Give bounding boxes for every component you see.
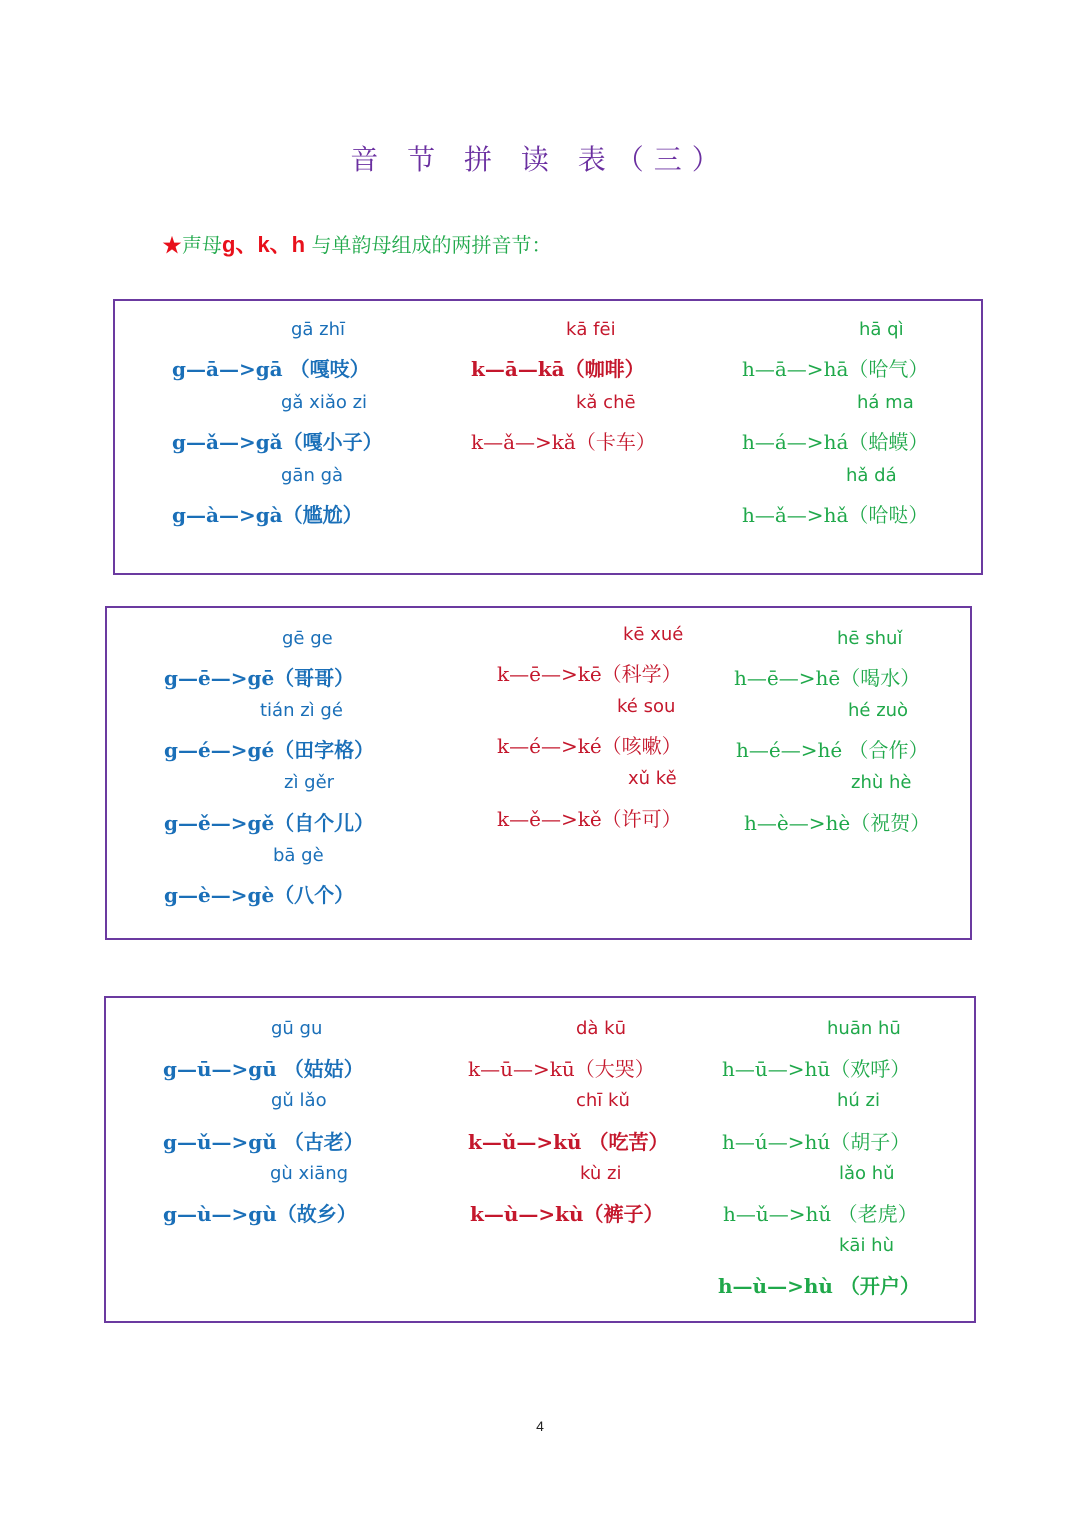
syllable-line: g—ē—>gē（哥哥）: [164, 666, 355, 690]
syllable-line: g—è—>gè（八个）: [164, 883, 355, 907]
syllable-line: h—ú—>hú（胡子）: [722, 1130, 911, 1154]
syllable-line: h—ǎ—>hǎ（哈哒）: [742, 503, 929, 527]
syllable-line: k—ū—>kū（大哭）: [468, 1057, 655, 1081]
pinyin-hint: hā qì: [859, 319, 904, 340]
syllable-line: g—ě—>gě（自个儿）: [164, 811, 375, 835]
syllable-line: h—ù—>hù （开户）: [718, 1274, 920, 1298]
syllable-line: g—ǔ—>gǔ （古老）: [163, 1130, 364, 1154]
pinyin-hint: ké sou: [617, 696, 676, 717]
syllable-box-u: [104, 996, 976, 1323]
pinyin-hint: gǎ xiǎo zi: [281, 392, 368, 413]
syllable-line: g—ā—>gā （嘎吱）: [172, 357, 370, 381]
pinyin-hint: gē ge: [282, 628, 333, 649]
heading-prefix: 声母: [182, 233, 222, 257]
pinyin-hint: gū gu: [271, 1018, 323, 1039]
pinyin-hint: hé zuò: [848, 700, 909, 721]
pinyin-hint: kù zi: [580, 1163, 622, 1184]
page-title: 音 节 拼 读 表（三）: [350, 143, 730, 176]
syllable-line: h—ā—>hā（哈气）: [742, 357, 929, 381]
syllable-box-a: [113, 299, 983, 575]
star-icon: ★: [162, 233, 182, 257]
pinyin-hint: xǔ kě: [628, 768, 677, 789]
pinyin-hint: kē xué: [623, 624, 684, 645]
pinyin-hint: lǎo hǔ: [839, 1163, 895, 1184]
pinyin-hint: há ma: [857, 392, 914, 413]
pinyin-hint: gā zhī: [291, 319, 346, 340]
syllable-line: h—ū—>hū（欢呼）: [722, 1057, 911, 1081]
pinyin-hint: dà kū: [576, 1018, 627, 1039]
pinyin-hint: gān gà: [281, 465, 344, 486]
heading-letters: g、k、h: [222, 232, 306, 257]
syllable-line: k—ē—>kē（科学）: [497, 662, 682, 686]
heading-suffix: 与单韵母组成的两拼音节：: [305, 233, 552, 257]
syllable-line: g—à—>gà（尴尬）: [172, 503, 363, 527]
pinyin-hint: hē shuǐ: [837, 628, 903, 649]
syllable-line: h—á—>há（蛤蟆）: [742, 430, 929, 454]
syllable-line: k—ě—>kě（许可）: [497, 807, 682, 831]
pinyin-hint: bā gè: [273, 845, 324, 866]
pinyin-hint: kǎ chē: [576, 392, 636, 413]
syllable-line: g—ū—>gū （姑姑）: [163, 1057, 364, 1081]
syllable-box-e: [105, 606, 972, 940]
syllable-line: g—é—>gé（田字格）: [164, 738, 375, 762]
syllable-line: g—ǎ—>gǎ（嘎小子）: [172, 430, 383, 454]
pinyin-hint: chī kǔ: [576, 1090, 630, 1111]
syllable-line: k—ù—>kù（裤子）: [470, 1202, 664, 1226]
syllable-line: h—ǔ—>hǔ （老虎）: [723, 1202, 918, 1226]
syllable-line: k—ā—kā（咖啡）: [471, 357, 645, 381]
pinyin-hint: kāi hù: [839, 1235, 894, 1256]
pinyin-hint: hú zi: [837, 1090, 880, 1111]
pinyin-hint: tián zì gé: [260, 700, 343, 721]
syllable-line: h—è—>hè（祝贺）: [744, 811, 931, 835]
pinyin-hint: gù xiāng: [270, 1163, 349, 1184]
syllable-line: h—ē—>hē（喝水）: [734, 666, 921, 690]
pinyin-hint: huān hū: [827, 1018, 901, 1039]
syllable-line: k—ǎ—>kǎ（卡车）: [471, 430, 656, 454]
syllable-line: k—ǔ—>kǔ （吃苦）: [468, 1130, 669, 1154]
pinyin-hint: hǎ dá: [846, 465, 897, 486]
pinyin-hint: gǔ lǎo: [271, 1090, 327, 1111]
pinyin-hint: kā fēi: [566, 319, 616, 340]
pinyin-hint: zì gěr: [284, 772, 335, 793]
syllable-line: k—é—>ké（咳嗽）: [497, 734, 682, 758]
section-heading: [162, 228, 551, 259]
syllable-line: g—ù—>gù（故乡）: [163, 1202, 357, 1226]
syllable-line: h—é—>hé （合作）: [736, 738, 929, 762]
page-number: 4: [536, 1418, 544, 1434]
pinyin-hint: zhù hè: [851, 772, 912, 793]
